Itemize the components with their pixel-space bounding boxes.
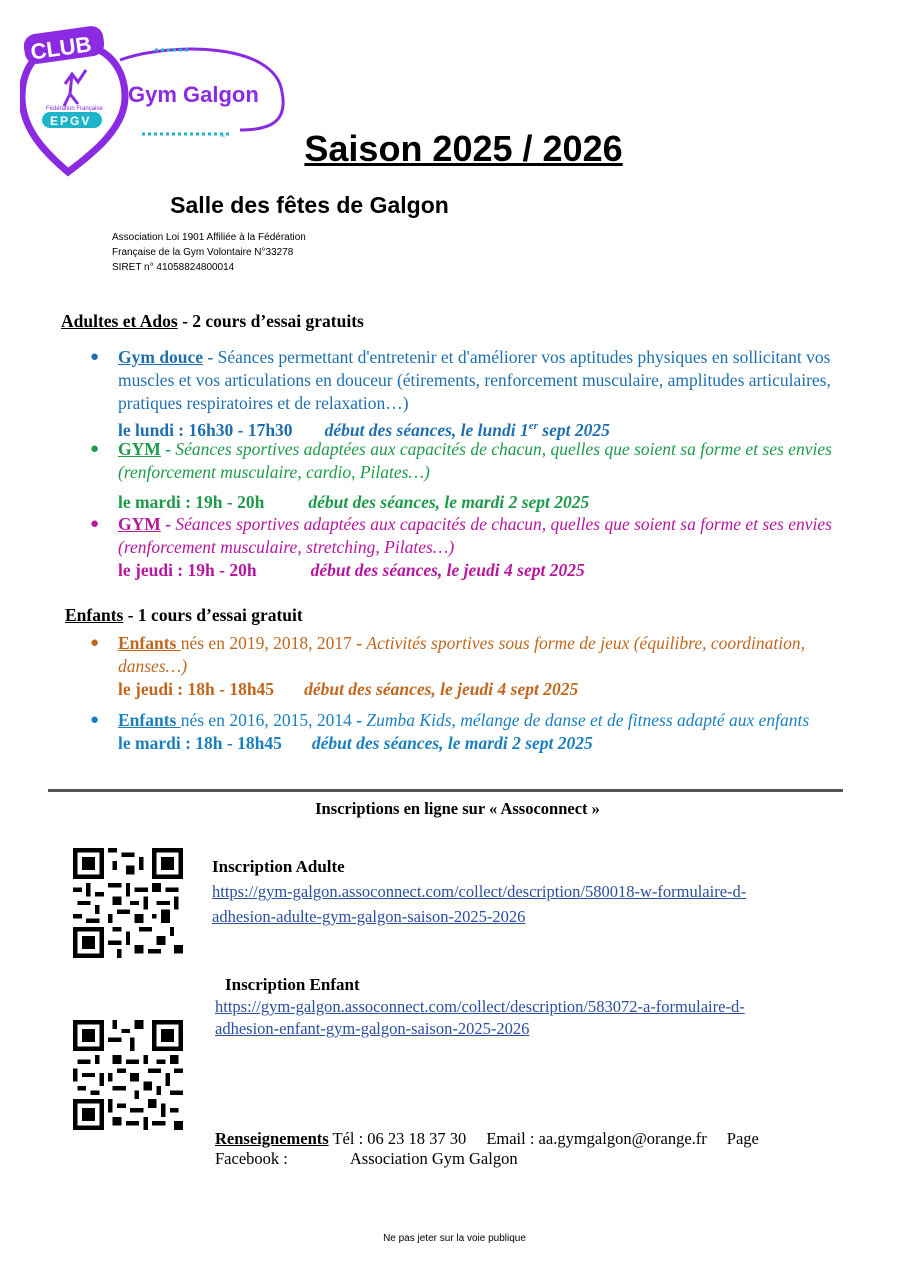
svg-text:×: × [220,131,226,142]
course-name: GYM [118,439,161,459]
child-registration-link[interactable] [215,996,745,1040]
footer-note: Ne pas jeter sur la voie publique [383,1233,526,1244]
schedule-start: début des séances, le mardi 2 sept 2025 [308,492,590,512]
course-sep: - [160,439,176,459]
logo-federation-text: Fédération Française [46,106,103,112]
bullet-icon: ● [90,635,100,651]
course-born: nés en 2016, 2015, 2014 [180,710,352,730]
children-heading [65,605,303,626]
course-name: Enfants [118,633,181,653]
children-heading-suffix: - 1 cours d’essai gratuit [123,605,303,625]
course-gym-douce [90,346,870,442]
adults-heading [61,311,364,332]
assoc-line: Association Loi 1901 Affiliée à la Fédération [112,232,306,243]
bullet-icon: ● [90,516,100,532]
course-enfants-jeudi [90,632,870,701]
association-info [112,230,306,275]
assoc-line: SIRET n° 41058824800014 [112,262,235,273]
course-sep: - [160,514,176,534]
logo-name-text: Gym Galgon [128,82,259,107]
section-divider [48,789,843,792]
schedule-time: le jeudi : 18h - 18h45 [118,679,275,699]
qr-code-child [73,1020,183,1130]
course-name: Enfants [118,710,181,730]
bullet-icon: ● [90,712,100,728]
contact-info [215,1129,835,1169]
course-gym-mardi [90,438,870,514]
schedule-start [325,420,610,440]
course-desc: Séances permettant d'entretenir et d'améliorer vos aptitudes physiques en sollicitant vos muscles et vos articulations en douceur (étirements, renforcement musculaire, amplitudes articulaires, pratiques respiratoires et de relaxation…) [118,347,831,413]
contact-page: Page [726,1129,759,1148]
course-desc: Activités sportives sous forme de jeux (équilibre, coordination, danses…) [118,633,805,676]
course-born: nés en 2019, 2018, 2017 [180,633,352,653]
contact-label: Renseignements [215,1129,329,1148]
adult-link-line[interactable]: https://gym-galgon.assoconnect.com/collect/description/580018-w-formulaire-d- [212,882,747,901]
course-desc: Séances sportives adaptées aux capacités de chacun, quelles que soient sa forme et ses envies (renforcement musculaire, cardio, Pilates…) [118,439,832,482]
bullet-icon: ● [90,441,100,457]
course-text [118,709,830,732]
adults-heading-label: Adultes et Ados [61,311,178,331]
contact-line-2 [215,1149,835,1169]
adult-registration-title: Inscription Adulte [212,857,345,876]
schedule-time: le lundi : 16h30 - 17h30 [118,419,293,440]
contact-line-1 [215,1129,835,1149]
course-name: Gym douce [118,347,204,367]
course-sep: - [203,347,218,367]
schedule-start: début des séances, le jeudi 4 sept 2025 [304,679,579,699]
course-schedule [118,678,870,701]
course-schedule [118,732,870,755]
course-text [118,438,870,484]
contact-email: Email : aa.gymgalgon@orange.fr [486,1129,707,1148]
bullet-icon: ● [90,349,100,365]
schedule-start: début des séances, le mardi 2 sept 2025 [311,733,593,753]
adults-heading-suffix: - 2 cours d’essai gratuits [177,311,364,331]
adult-link-line[interactable]: adhesion-adulte-gym-galgon-saison-2025-2026 [212,907,526,926]
course-sep: - [351,633,367,653]
contact-tel: Tél : 06 23 18 37 30 [328,1129,467,1148]
contact-facebook-name: Association Gym Galgon [349,1149,518,1168]
course-schedule [118,559,870,582]
course-text [118,346,870,415]
online-registration-title: Inscriptions en ligne sur « Assoconnect » [315,799,600,818]
start-text: début des séances, le lundi 1 [324,419,529,440]
course-desc: Zumba Kids, mélange de danse et de fitness adapté aux enfants [366,710,810,730]
assoc-line: Française de la Gym Volontaire N°33278 [112,247,294,258]
contact-facebook-label: Facebook : [215,1149,288,1168]
schedule-time: le mardi : 18h - 18h45 [118,733,282,753]
logo-club-text: CLUB [28,31,93,65]
course-name: GYM [118,514,161,534]
schedule-start: début des séances, le jeudi 4 sept 2025 [310,560,585,580]
course-sep: - [351,710,367,730]
start-end: sept 2025 [537,419,610,440]
course-enfants-mardi [90,709,870,755]
schedule-time: le mardi : 19h - 20h [118,492,265,512]
adult-registration-link[interactable] [212,879,746,929]
course-gym-jeudi [90,513,870,582]
course-schedule [118,491,870,514]
logo-epgv-text: EPGV [50,114,92,128]
child-registration-title: Inscription Enfant [225,975,360,994]
page-title: Saison 2025 / 2026 [304,128,623,169]
venue-title: Salle des fêtes de Galgon [170,192,449,218]
schedule-time: le jeudi : 19h - 20h [118,560,257,580]
qr-code-adult [73,848,183,958]
course-desc: Séances sportives adaptées aux capacités de chacun, quelles que soient sa forme et ses envies (renforcement musculaire, stretching, Pilates…) [118,514,832,557]
start-sup: er [528,420,538,432]
child-link-line[interactable]: adhesion-enfant-gym-galgon-saison-2025-2026 [215,1019,530,1038]
child-link-line[interactable]: https://gym-galgon.assoconnect.com/collect/description/583072-a-formulaire-d- [215,997,745,1016]
course-text [118,513,870,559]
children-heading-label: Enfants [65,605,124,625]
course-text [118,632,830,678]
